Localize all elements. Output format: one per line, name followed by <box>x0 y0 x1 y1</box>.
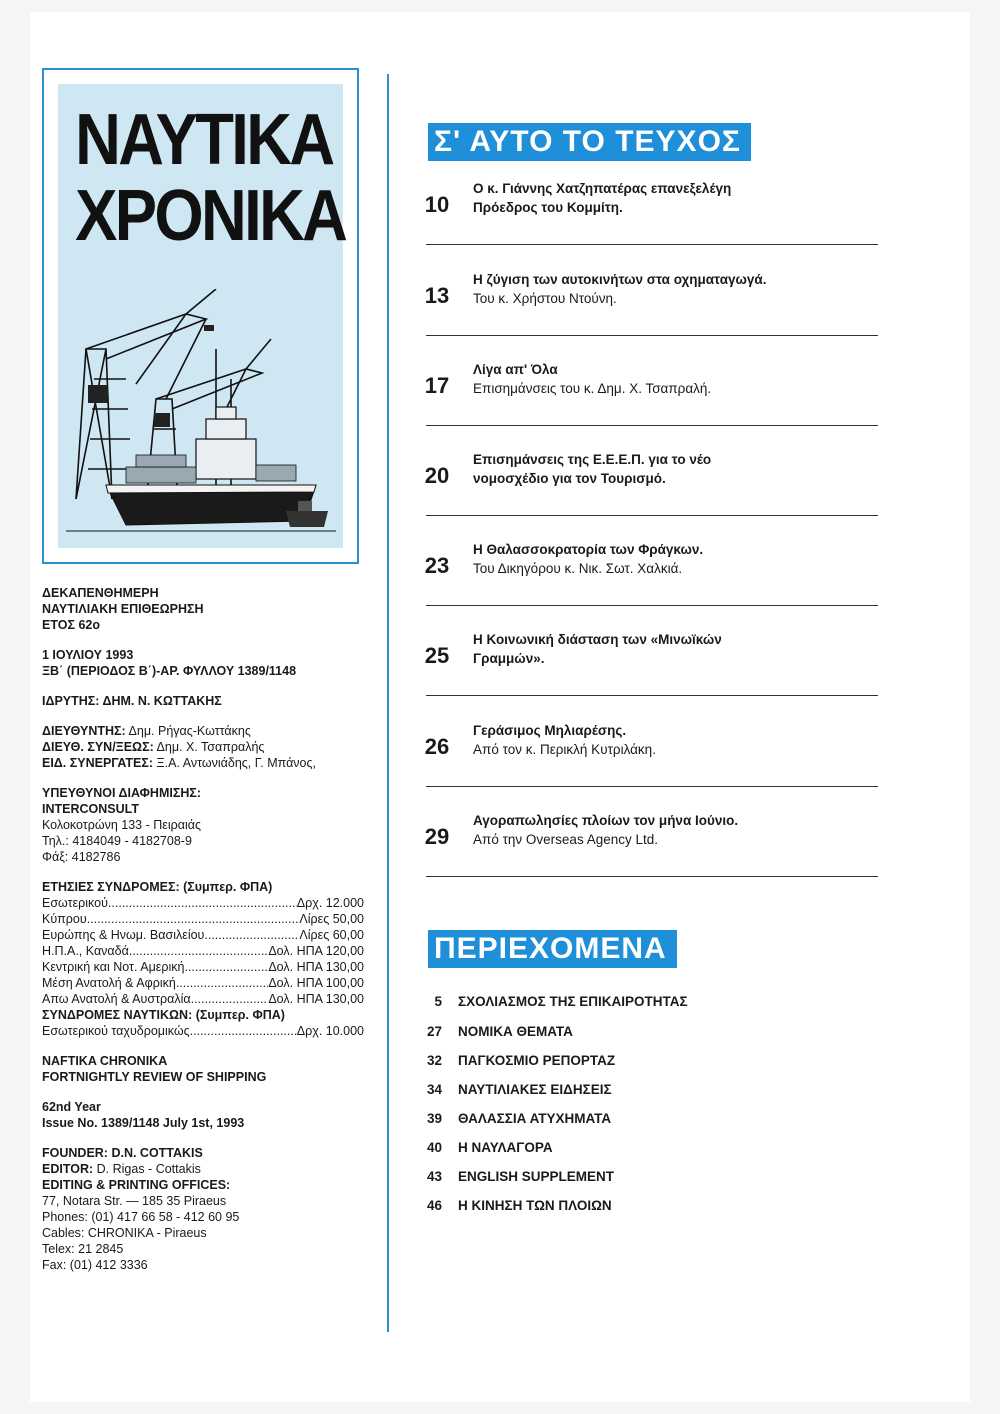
in-this-issue-heading: Σ' ΑΥΤΟ ΤΟ ΤΕΥΧΟΣ <box>428 123 751 161</box>
toc-page-number: 20 <box>424 463 450 488</box>
toc-rule <box>426 244 878 245</box>
english-issue: Issue No. 1389/1148 July 1st, 1993 <box>42 1116 245 1130</box>
subscription-price: Δρχ. 10.000 <box>296 1024 364 1038</box>
contents-item[interactable] <box>420 1198 820 1222</box>
toc-item[interactable] <box>420 267 880 357</box>
contents-item[interactable] <box>420 1053 820 1077</box>
toc-title: Η ζύγιση των αυτοκινήτων στα οχηματαγωγά. <box>473 272 767 287</box>
toc-subtitle: Γραμμών». <box>473 651 545 666</box>
contents-item[interactable] <box>420 994 820 1018</box>
toc-subtitle: νομοσχέδιο για τον Τουρισμό. <box>473 471 666 486</box>
issue-number: ΞΒ΄ (ΠΕΡΙΟΔΟΣ Β΄)-ΑΡ. ΦΥΛΛΟΥ 1389/1148 <box>42 664 297 678</box>
subscription-price: Δολ. ΗΠΑ 130,00 <box>268 992 364 1006</box>
english-contact: Cables: CHRONIKA - Piraeus <box>42 1226 207 1240</box>
issue-date: 1 ΙΟΥΛΙΟΥ 1993 <box>42 648 134 662</box>
english-founder: FOUNDER: D.N. COTTAKIS <box>42 1146 203 1160</box>
subscription-row <box>42 991 364 1007</box>
toc-page-number: 29 <box>424 824 450 849</box>
toc-item[interactable] <box>420 808 880 898</box>
subscription-row <box>42 959 364 975</box>
toc-item[interactable] <box>420 718 880 808</box>
contents-page-number: 43 <box>426 1169 442 1184</box>
ads-heading: ΥΠΕΥΘΥΝΟΙ ΔΙΑΦΗΜΙΣΗΣ: <box>42 786 202 800</box>
english-issue-block <box>42 1099 372 1131</box>
subscription-price: Δολ. ΗΠΑ 120,00 <box>268 944 364 958</box>
contents-label: ENGLISH SUPPLEMENT <box>458 1169 615 1184</box>
subscription-row <box>42 927 364 943</box>
toc-rule <box>426 515 878 516</box>
english-editor-label: EDITOR: <box>42 1162 94 1176</box>
subscription-row <box>42 911 364 927</box>
english-subtitle: FORTNIGHTLY REVIEW OF SHIPPING <box>42 1070 267 1084</box>
toc-subtitle: Πρόεδρος του Κομμίτη. <box>473 200 623 215</box>
english-editor: D. Rigas - Cottakis <box>96 1162 201 1176</box>
contents-page-number: 5 <box>434 994 442 1009</box>
toc-rule <box>426 425 878 426</box>
toc-subtitle: Από την Overseas Agency Ltd. <box>473 832 658 847</box>
staff-name: Δημ. Ρήγας-Κωττάκης <box>128 724 251 738</box>
column-divider <box>387 74 389 1332</box>
contents-page-number: 46 <box>426 1198 442 1213</box>
subscription-price: Λίρες 50,00 <box>299 912 364 926</box>
toc-rule <box>426 876 878 877</box>
toc-page-number: 13 <box>424 283 450 308</box>
toc-page-number: 17 <box>424 373 450 398</box>
contents-item[interactable] <box>420 1169 820 1193</box>
english-address: 77, Notara Str. — 185 35 Piraeus <box>42 1194 227 1208</box>
toc-item[interactable] <box>420 447 880 537</box>
toc-rule <box>426 335 878 336</box>
contents-label: ΠΑΓΚΟΣΜΙΟ ΡΕΠΟΡΤΑΖ <box>458 1053 616 1068</box>
toc-page-number: 10 <box>424 192 450 217</box>
naut-subscriptions-heading: ΣΥΝΔΡΟΜΕΣ ΝΑΥΤΙΚΩΝ: (Συμπερ. ΦΠΑ) <box>42 1008 285 1022</box>
cover-title-line2: ΧΡΟΝΙΚΑ <box>75 176 346 256</box>
toc-rule <box>426 786 878 787</box>
subscription-region: Απω Ανατολή & Αυστραλία <box>42 992 191 1006</box>
subscription-row <box>42 943 364 959</box>
ads-line: Κολοκοτρώνη 133 - Πειραιάς <box>42 818 201 832</box>
subscription-row <box>42 975 364 991</box>
toc-page-number: 26 <box>424 734 450 759</box>
toc-title: Αγοραπωλησίες πλοίων τον μήνα Ιούνιο. <box>473 813 739 828</box>
toc-item[interactable] <box>420 627 880 717</box>
toc-subtitle: Επισημάνσεις του κ. Δημ. Χ. Τσαπραλή. <box>473 381 712 396</box>
english-year: 62nd Year <box>42 1100 101 1114</box>
ads-line: Τηλ.: 4184049 - 4182708-9 <box>42 834 192 848</box>
toc-rule <box>426 605 878 606</box>
founder-line: ΙΔΡΥΤΗΣ: ΔΗΜ. Ν. ΚΩΤΤΑΚΗΣ <box>42 694 222 708</box>
ship-illustration <box>66 289 336 544</box>
ads-block <box>42 785 372 865</box>
toc-title: Επισημάνσεις της Ε.Ε.Ε.Π. για το νέο <box>473 452 712 467</box>
contents-page-number: 34 <box>426 1082 442 1097</box>
ads-line: Φάξ: 4182786 <box>42 850 121 864</box>
staff-row <box>42 755 372 771</box>
contents-page-number: 27 <box>426 1024 442 1039</box>
english-editor-row <box>42 1161 372 1177</box>
toc-rule <box>426 695 878 696</box>
toc-title: Ο κ. Γιάννης Χατζηπατέρας επανεξελέγη <box>473 181 732 196</box>
contents-label: ΝΟΜΙΚΑ ΘΕΜΑΤΑ <box>458 1024 573 1039</box>
staff-row <box>42 739 372 755</box>
subscriptions-block <box>42 879 364 1039</box>
subscription-price: Δολ. ΗΠΑ 130,00 <box>268 960 364 974</box>
toc-item[interactable] <box>420 357 880 447</box>
masthead-subtitle-line: ΕΤΟΣ 62ο <box>42 618 100 632</box>
staff-name: Δημ. Χ. Τσαπραλής <box>156 740 265 754</box>
subscription-region: Εσωτερικού <box>42 896 108 910</box>
ads-company: INTERCONSULT <box>42 802 139 816</box>
subscription-price: Λίρες 60,00 <box>299 928 364 942</box>
subscription-region: Κύπρου <box>42 912 87 926</box>
subscription-region: Μέση Ανατολή & Αφρική <box>42 976 176 990</box>
contents-item[interactable] <box>420 1082 820 1106</box>
subscription-region: Κεντρική και Νοτ. Αμερική <box>42 960 185 974</box>
contents-label: ΝΑΥΤΙΛΙΑΚΕΣ ΕΙΔΗΣΕΙΣ <box>458 1082 612 1097</box>
toc-title: Η Θαλασσοκρατορία των Φράγκων. <box>473 542 704 557</box>
toc-subtitle: Από τον κ. Περικλή Κυτριλάκη. <box>473 742 656 757</box>
toc-page-number: 25 <box>424 643 450 668</box>
masthead-date-block <box>42 647 372 679</box>
toc-item[interactable] <box>420 176 880 266</box>
staff-block <box>42 723 372 771</box>
staff-role: ΕΙΔ. ΣΥΝΕΡΓΑΤΕΣ: <box>42 756 154 770</box>
english-title: NAFTIKA CHRONIKA <box>42 1054 168 1068</box>
staff-role: ΔΙΕΥΘΥΝΤΗΣ: <box>42 724 126 738</box>
english-offices: EDITING & PRINTING OFFICES: <box>42 1178 231 1192</box>
masthead-subtitle-line: ΔΕΚΑΠΕΝΘΗΜΕΡΗ <box>42 586 159 600</box>
staff-row <box>42 723 372 739</box>
contents-page-number: 32 <box>426 1053 442 1068</box>
masthead <box>42 585 372 1273</box>
masthead-subtitle <box>42 585 372 633</box>
contents-item[interactable] <box>420 1140 820 1164</box>
staff-role: ΔΙΕΥΘ. ΣΥΝ/ΞΕΩΣ: <box>42 740 154 754</box>
subscription-price: Δρχ. 12.000 <box>296 896 364 910</box>
cover-title-line1: ΝΑΥΤΙΚΑ <box>75 100 333 180</box>
subscriptions-heading: ΕΤΗΣΙΕΣ ΣΥΝΔΡΟΜΕΣ: (Συμπερ. ΦΠΑ) <box>42 880 273 894</box>
english-contacts-block <box>42 1145 372 1273</box>
toc-title: Η Κοινωνική διάσταση των «Μινωϊκών <box>473 632 722 647</box>
contents-heading: ΠΕΡΙΕΧΟΜΕΝΑ <box>428 930 677 968</box>
contents-label: Η ΚΙΝΗΣΗ ΤΩΝ ΠΛΟΙΩΝ <box>458 1198 612 1213</box>
cover-image <box>42 68 359 564</box>
contents-label: Η ΝΑΥΛΑΓΟΡΑ <box>458 1140 553 1155</box>
contents-page-number: 39 <box>426 1111 442 1126</box>
contents-item[interactable] <box>420 1111 820 1135</box>
cover-background <box>58 84 346 548</box>
subscription-row <box>42 1023 364 1039</box>
subscription-region: Η.Π.Α., Καναδά <box>42 944 129 958</box>
english-contact: Telex: 21 2845 <box>42 1242 124 1256</box>
toc-item[interactable] <box>420 537 880 627</box>
contents-page-number: 40 <box>426 1140 442 1155</box>
toc-title: Γεράσιμος Μηλιαρέσης. <box>473 723 627 738</box>
masthead-subtitle-line: ΝΑΥΤΙΛΙΑΚΗ ΕΠΙΘΕΩΡΗΣΗ <box>42 602 204 616</box>
subscription-region: Εσωτερικού ταχυδρομικώς <box>42 1024 190 1038</box>
contents-label: ΣΧΟΛΙΑΣΜΟΣ ΤΗΣ ΕΠΙΚΑΙΡΟΤΗΤΑΣ <box>458 994 688 1009</box>
toc-subtitle: Του Δικηγόρου κ. Νικ. Σωτ. Χαλκιά. <box>473 561 683 576</box>
english-contact: Fax: (01) 412 3336 <box>42 1258 148 1272</box>
contents-item[interactable] <box>420 1024 820 1048</box>
subscription-price: Δολ. ΗΠΑ 100,00 <box>268 976 364 990</box>
toc-page-number: 23 <box>424 553 450 578</box>
toc-subtitle: Του κ. Χρήστου Ντούνη. <box>473 291 617 306</box>
english-contact: Phones: (01) 417 66 58 - 412 60 95 <box>42 1210 240 1224</box>
subscription-region: Ευρώπης & Ηνωμ. Βασιλείου <box>42 928 205 942</box>
subscription-row <box>42 895 364 911</box>
staff-name: Ξ.Α. Αντωνιάδης, Γ. Μπάνος, <box>156 756 316 770</box>
toc-title: Λίγα απ' Όλα <box>473 362 558 377</box>
contents-label: ΘΑΛΑΣΣΙΑ ΑΤΥΧΗΜΑΤΑ <box>458 1111 612 1126</box>
english-masthead <box>42 1053 372 1085</box>
